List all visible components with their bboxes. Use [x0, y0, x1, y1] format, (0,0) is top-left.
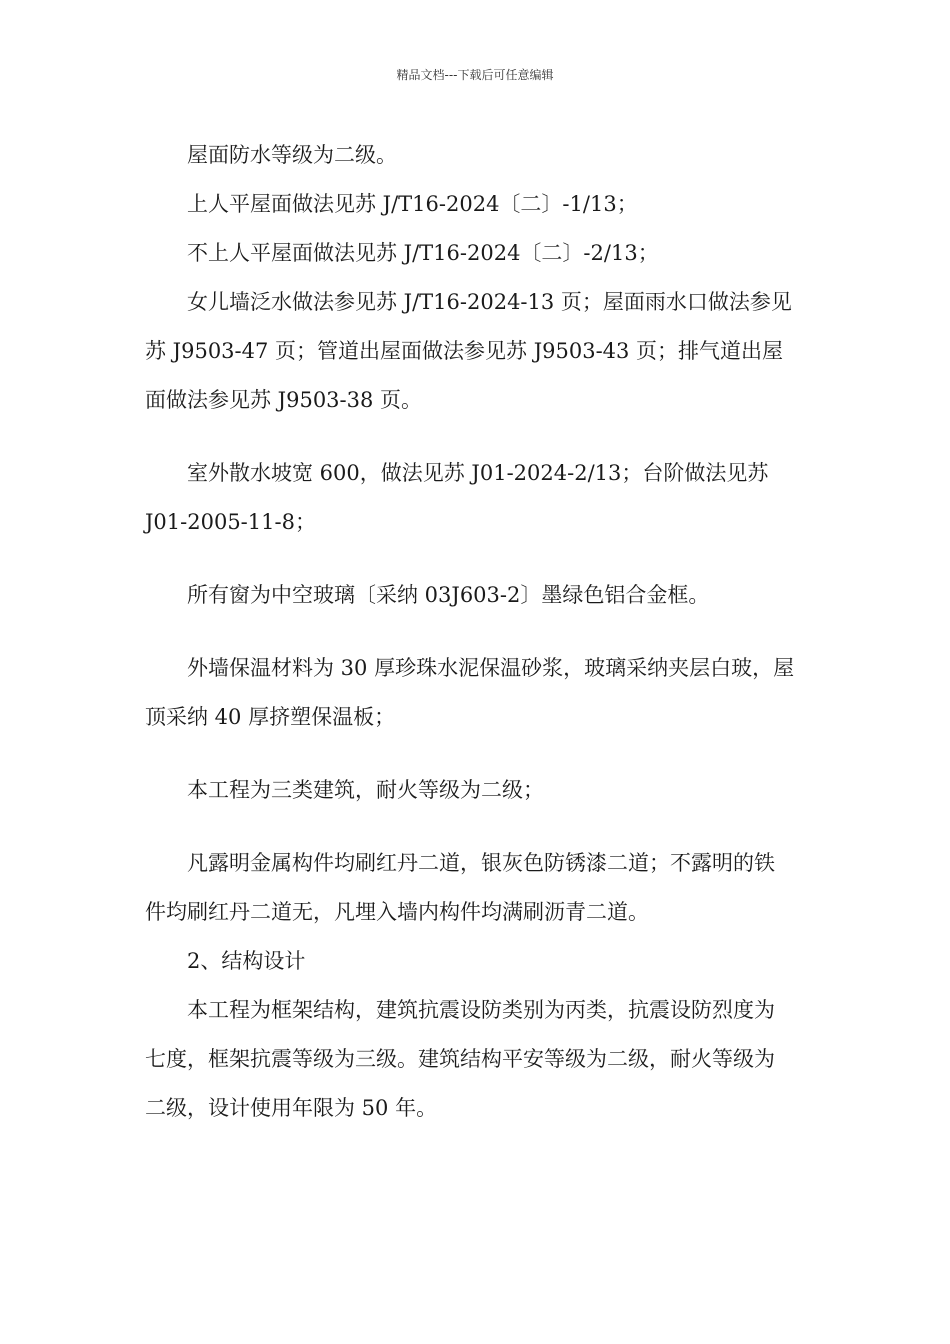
paragraph-windows: 所有窗为中空玻璃〔采纳 03J603-2〕墨绿色铝合金框。 — [187, 583, 710, 607]
paragraph-metal-coating: 凡露明金属构件均刷红丹二道，银灰色防锈漆二道；不露明的铁件均刷红丹二道无，凡埋入墙内构件均满刷沥青二道。 — [145, 851, 775, 924]
document-body — [145, 131, 795, 1133]
paragraph-roof-waterproof-grade: 屋面防水等级为二级。 — [187, 143, 397, 167]
paragraph-non-accessible-roof: 不上人平屋面做法见苏 J/T16-2024〔二〕-2/13； — [187, 241, 659, 265]
page-header: 精品文档---下载后可任意编辑 — [396, 68, 554, 82]
paragraph-fire-rating: 本工程为三类建筑，耐火等级为二级； — [187, 778, 544, 802]
paragraph-structural-design: 本工程为框架结构，建筑抗震设防类别为丙类，抗震设防烈度为七度，框架抗震等级为三级。建筑结构平安等级为二级，耐火等级为二级，设计使用年限为 50 年。 — [145, 998, 775, 1120]
section-heading-structural-design: 2、结构设计 — [187, 949, 306, 973]
paragraph-apron-steps: 室外散水坡宽 600，做法见苏 J01-2024-2/13；台阶做法见苏 J01-2005-11-8； — [145, 461, 769, 534]
paragraph-insulation: 外墙保温材料为 30 厚珍珠水泥保温砂浆，玻璃采纳夹层白玻，屋顶采纳 40 厚挤塑保温板； — [145, 656, 795, 729]
paragraph-accessible-roof: 上人平屋面做法见苏 J/T16-2024〔二〕-1/13； — [187, 192, 638, 216]
paragraph-parapet-details: 女儿墙泛水做法参见苏 J/T16-2024-13 页；屋面雨水口做法参见苏 J9503-47 页；管道出屋面做法参见苏 J9503-43 页；排气道出屋面做法参见苏 J9503-38 页。 — [145, 290, 792, 412]
